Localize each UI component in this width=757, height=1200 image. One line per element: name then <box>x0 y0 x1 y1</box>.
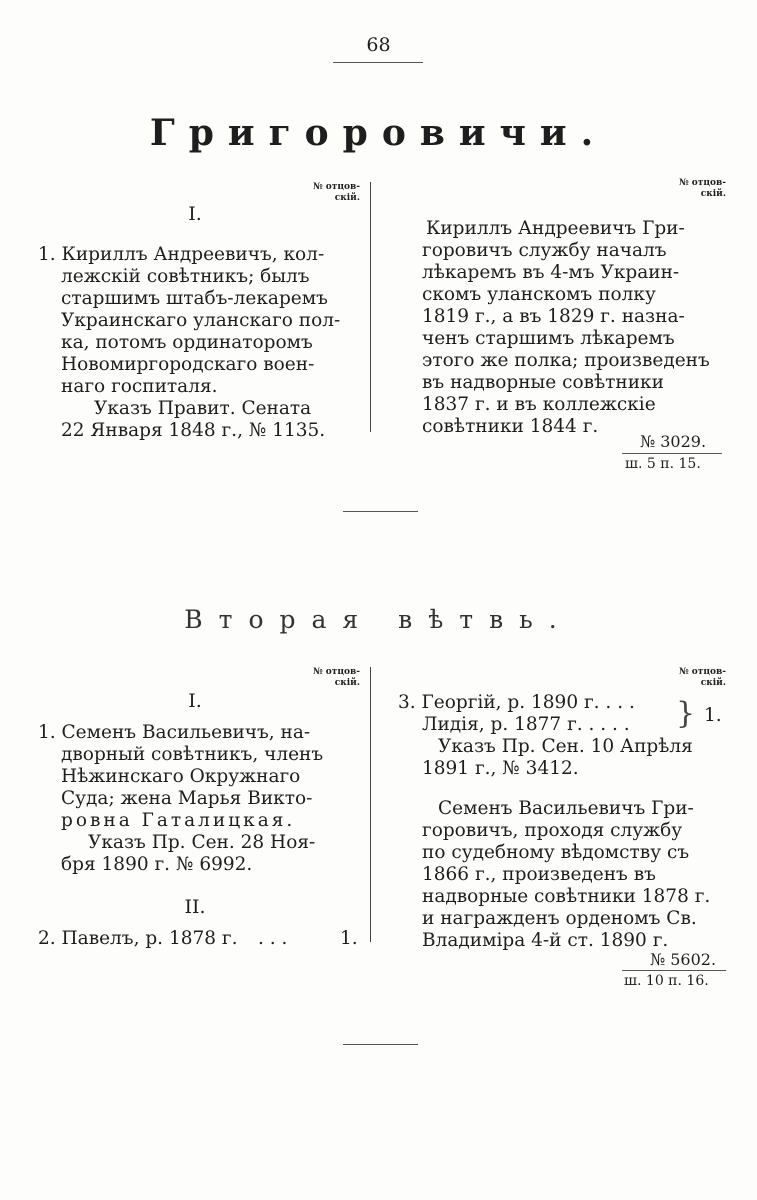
column-note-left-2 <box>300 667 360 689</box>
header-rule <box>333 62 423 63</box>
column-divider <box>370 182 371 432</box>
bio-line: Владиміра 4-й ст. 1890 г. <box>422 930 669 951</box>
file-rule-2 <box>622 970 726 971</box>
bio-line: по судебному вѣдомству съ <box>422 842 690 863</box>
entry-line: 1. Семенъ Васильевичъ, на- <box>38 722 311 743</box>
entry-kirill <box>38 244 368 442</box>
ukaz-line: Указъ Пр. Сен. 10 Апрѣля <box>438 736 693 757</box>
column-note-left-2-line1: № отцов- <box>312 667 360 677</box>
entry-line: дворный совѣтникъ, членъ <box>61 744 324 765</box>
entry-line: старшимъ штабъ-лекаремъ <box>61 288 328 309</box>
entry-line: 1. Кириллъ Андреевичъ, кол- <box>38 244 325 265</box>
biography-semen <box>422 798 732 952</box>
branch-title: Вторая вѣтвь. <box>184 605 573 634</box>
section-separator <box>343 511 418 512</box>
footer-separator <box>343 1044 418 1045</box>
children-list <box>398 692 635 736</box>
child-georgiy: 3. Георгій, р. 1890 г. . . . <box>398 692 635 713</box>
column-note-right-2-line1: № отцов- <box>678 667 726 677</box>
bio-line: 1837 г. и въ коллежскіе <box>422 394 656 415</box>
brace: } <box>676 696 696 731</box>
column-note-right-2 <box>660 667 726 689</box>
entry-line: ка, потомъ ординаторомъ <box>61 332 313 353</box>
file-rule-1 <box>622 453 722 454</box>
column-note-left-line2: скій. <box>334 193 360 203</box>
column-note-left-2-line2: скій. <box>334 678 360 688</box>
entry-line: ровна Гаталицкая. <box>61 810 296 831</box>
bio-line: Семенъ Васильевичъ Гри- <box>438 798 694 819</box>
bio-line: надворные совѣтники 1878 г. <box>422 886 711 907</box>
column-note-right-line2: скій. <box>700 189 726 199</box>
column-note-left <box>300 182 360 204</box>
column-divider-2 <box>370 667 371 942</box>
generation-roman-2a: I. <box>188 690 202 712</box>
entry-pavel-ref: 1. <box>340 928 358 949</box>
family-title: Григоровичи. <box>149 112 608 154</box>
bio-line: скомъ уланскомъ полку <box>422 284 656 305</box>
entry-line: Нѣжинскаго Окружнаго <box>61 766 301 787</box>
entry-line: Новомиргородскаго воен- <box>61 354 315 375</box>
entry-line: Указъ Правит. Сената <box>94 398 312 419</box>
column-note-left-line1: № отцов- <box>312 182 360 192</box>
bio-line: лѣкаремъ въ 4-мъ Украин- <box>422 262 680 283</box>
bio-line: горовичъ службу началъ <box>422 240 667 261</box>
column-note-right-line1: № отцов- <box>678 178 726 188</box>
generation-roman-2b: II. <box>184 896 206 918</box>
entry-semen <box>38 722 368 876</box>
biography-kirill <box>422 218 732 438</box>
entry-line: лежскій совѣтникъ; былъ <box>61 266 310 287</box>
shelf-ref-2: ш. 10 п. 16. <box>624 973 709 989</box>
column-note-right <box>660 178 726 200</box>
entry-line: бря 1890 г. № 6992. <box>61 854 253 875</box>
entry-line: Указъ Пр. Сен. 28 Ноя- <box>88 832 316 853</box>
file-number-1: № 3029. <box>640 432 707 451</box>
entry-line: Украинскаго уланскаго пол- <box>61 310 341 331</box>
bio-line: этого же полка; произведенъ <box>422 350 710 371</box>
entry-line: 22 Января 1848 г., № 1135. <box>61 420 326 441</box>
bio-line: горовичъ, проходя службу <box>422 820 683 841</box>
children-ref: 1. <box>704 705 722 726</box>
entry-pavel-dots: . . . <box>258 928 288 949</box>
bio-line: ченъ старшимъ лѣкаремъ <box>422 328 675 349</box>
bio-line: 1819 г., а въ 1829 г. назна- <box>422 306 685 327</box>
bio-line: Кириллъ Андреевичъ Гри- <box>426 218 685 239</box>
page-number: 68 <box>366 34 391 56</box>
ukaz-semen <box>422 736 722 780</box>
entry-pavel: 2. Павелъ, р. 1878 г. <box>38 928 238 949</box>
child-lidiya: Лидія, р. 1877 г. . . . . <box>422 714 630 735</box>
bio-line: и награжденъ орденомъ Св. <box>422 908 697 929</box>
column-note-right-2-line2: скій. <box>700 678 726 688</box>
generation-roman-1: I. <box>188 203 202 225</box>
entry-line: Суда; жена Марья Викто- <box>61 788 313 809</box>
bio-line: совѣтники 1844 г. <box>422 416 599 437</box>
entry-line: наго госпиталя. <box>61 376 218 397</box>
bio-line: въ надворные совѣтники <box>422 372 664 393</box>
file-number-2: № 5602. <box>650 950 717 969</box>
ukaz-line: 1891 г., № 3412. <box>422 758 579 779</box>
bio-line: 1866 г., произведенъ въ <box>422 864 656 885</box>
shelf-ref-1: ш. 5 п. 15. <box>625 456 701 472</box>
